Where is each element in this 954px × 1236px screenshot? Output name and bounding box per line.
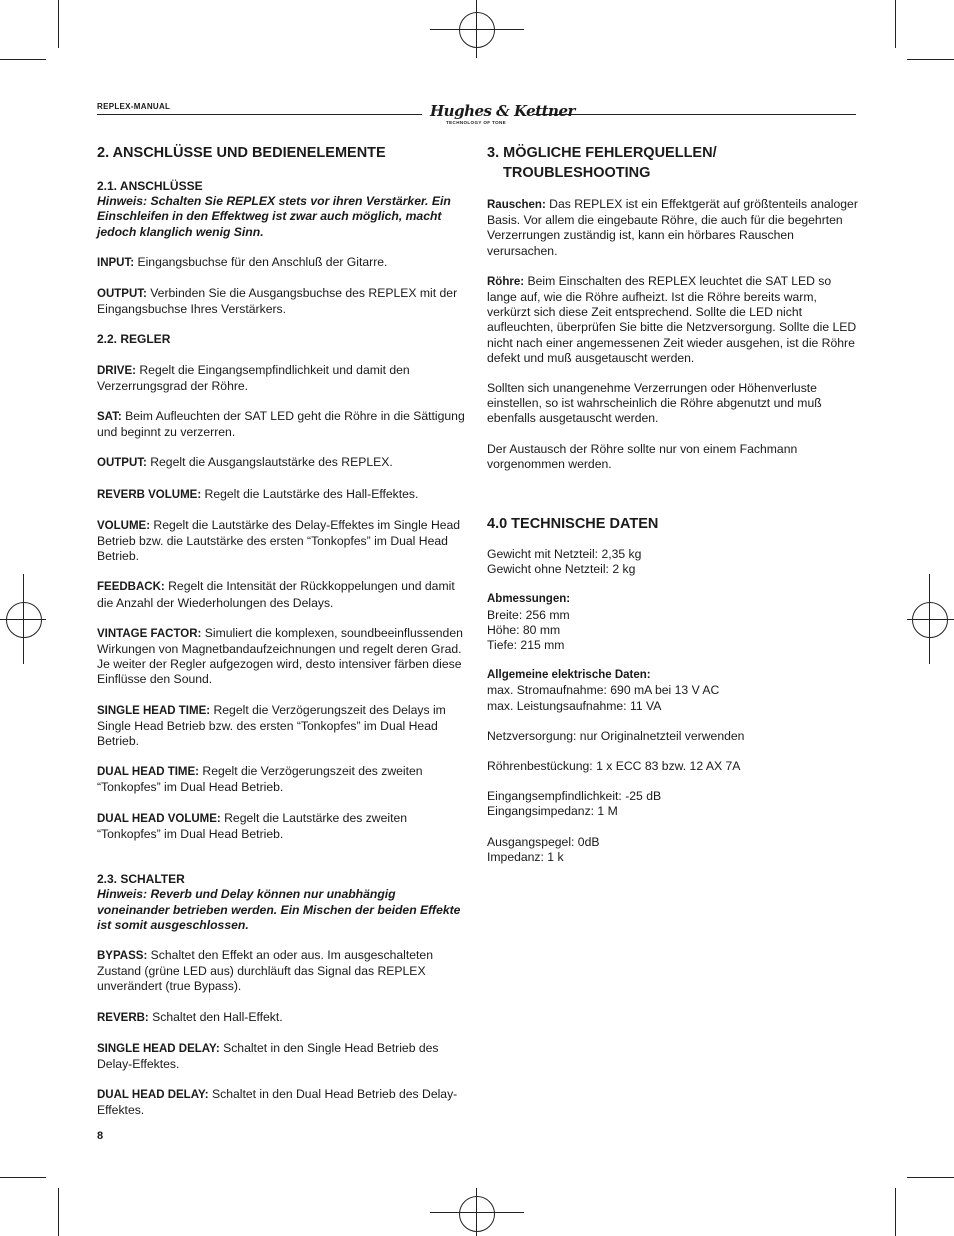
registration-mark-bottom xyxy=(459,1196,495,1232)
crop-mark xyxy=(907,59,954,60)
spec-line: Gewicht ohne Netzteil: 2 kg xyxy=(487,562,636,577)
registration-cross xyxy=(907,619,954,620)
crop-mark xyxy=(58,0,59,48)
header-rule-right xyxy=(532,114,856,115)
paragraph-single-head-delay: SINGLE HEAD DELAY: Schaltet in den Single Head Betrieb des Delay-Effektes. xyxy=(97,1040,439,1071)
spec-heading: Abmessungen: xyxy=(487,593,571,606)
brand-name: Hughes & Kettner xyxy=(430,102,575,120)
paragraph-dual-head-time: DUAL HEAD TIME: Regelt die Verzögerungszeit des zweiten “Tonkopfes” im Dual Head Betrieb. xyxy=(97,764,423,795)
subsection-title: 2.3. SCHALTER xyxy=(97,872,185,887)
paragraph-bypass: BYPASS: Schaltet den Effekt an oder aus. Im ausgeschalteten Zustand (grüne LED aus) durchläuft das Signal das REPLEX unverändert (true Bypass). xyxy=(97,947,433,994)
spec-line: Eingangsempfindlichkeit: -25 dB xyxy=(487,789,662,804)
registration-mark-top xyxy=(459,12,495,48)
brand-logo xyxy=(430,102,575,130)
crop-mark xyxy=(0,1177,46,1178)
section-title: 3. MÖGLICHE FEHLERQUELLEN/ TROUBLESHOOTING xyxy=(487,145,717,181)
paragraph-vintage-factor: VINTAGE FACTOR: Simuliert die komplexen, soundbeeinflussenden Wirkungen von Magnetbandaufzeichnungen und regelt deren Grad. Je weiter der Regler aufgezogen wird, desto intensiver färben diese Einflüsse den Sound. xyxy=(97,625,463,687)
registration-cross xyxy=(430,29,524,30)
note: Hinweis: Reverb und Delay können nur unabhängig voneinander betrieben werden. Ein Mischen der beiden Effekte ist somit ausgeschlossen. xyxy=(97,887,461,932)
subsection-title: 2.1. ANSCHLÜSSE xyxy=(97,179,203,193)
crop-mark xyxy=(58,1188,59,1236)
paragraph-volume: VOLUME: Regelt die Lautstärke des Delay-Effektes im Single Head Betrieb bzw. die Lautstärke des ersten “Tonkopfes” im Dual Head Betrieb. xyxy=(97,517,461,564)
registration-mark-right xyxy=(912,602,948,638)
spec-line: Eingangsimpedanz: 1 M xyxy=(487,804,618,819)
spec-line: max. Leistungsaufnahme: 11 VA xyxy=(487,698,662,713)
spec-line: Breite: 256 mm xyxy=(487,607,570,622)
paragraph-reverb-volume: REVERB VOLUME: Regelt die Lautstärke des Hall-Effektes. xyxy=(97,486,419,501)
registration-mark-left xyxy=(6,602,42,638)
spec-line: Impedanz: 1 k xyxy=(487,849,564,864)
spec-line: Gewicht mit Netzteil: 2,35 kg xyxy=(487,547,642,562)
section-title: 4.0 TECHNISCHE DATEN xyxy=(487,516,659,533)
spec-heading: Allgemeine elektrische Daten: xyxy=(487,669,651,682)
paragraph: Der Austausch der Röhre sollte nur von einem Fachmann vorgenommen werden. xyxy=(487,441,798,471)
spec-line: Ausgangspegel: 0dB xyxy=(487,834,600,849)
registration-cross xyxy=(0,619,46,620)
manual-label: REPLEX-MANUAL xyxy=(97,102,171,111)
left-column xyxy=(97,143,469,1119)
paragraph-feedback: FEEDBACK: Regelt die Intensität der Rückkoppelungen und damit die Anzahl der Wiederholungen des Delays. xyxy=(97,579,455,610)
paragraph-input: INPUT: Eingangsbuchse für den Anschluß der Gitarre. xyxy=(97,254,388,269)
paragraph-output: OUTPUT: Verbinden Sie die Ausgangsbuchse des REPLEX mit der Eingangsbuchse Ihres Verstärkers. xyxy=(97,286,458,317)
crop-mark xyxy=(907,1177,954,1178)
paragraph-rauschen: Rauschen: Das REPLEX ist ein Effektgerät auf größtenteils analoger Basis. Vor allem die eingebaute Röhre, die auch für die begehrten Verzerrungen zuständig ist, kann ein hörbares Rauschen verursachen. xyxy=(487,197,858,258)
paragraph-dual-head-delay: DUAL HEAD DELAY: Schaltet in den Dual Head Betrieb des Delay-Effektes. xyxy=(97,1087,458,1118)
spec-line: Tiefe: 215 mm xyxy=(487,638,565,653)
paragraph-reverb: REVERB: Schaltet den Hall-Effekt. xyxy=(97,1009,283,1024)
crop-mark xyxy=(0,59,46,60)
paragraph-roehre: Röhre: Beim Einschalten des REPLEX leuchtet die SAT LED so lange auf, wie die Röhre aufheizt. Ist die Röhre bereits warm, verkürzt sich diese Zeit entsprechend. Sollte die LED nicht aufleuchten, überprüfen Sie bitte die Netzversorgung. Sollte die LED nicht nach einer angemessenen Zeit wieder ausgehen, ist die Röhre defekt und muß ausgetauscht werden. xyxy=(487,273,857,365)
page-number: 8 xyxy=(97,1130,104,1142)
spec-line: max. Stromaufnahme: 690 mA bei 13 V AC xyxy=(487,683,720,698)
section-title: 2. ANSCHLÜSSE UND BEDIENELEMENTE xyxy=(97,145,386,161)
subsection-title: 2.2. REGLER xyxy=(97,332,171,347)
paragraph-dual-head-volume: DUAL HEAD VOLUME: Regelt die Lautstärke des zweiten “Tonkopfes” im Dual Head Betrieb. xyxy=(97,810,408,841)
paragraph: Sollten sich unangenehme Verzerrungen oder Höhenverluste einstellen, so ist wahrscheinlich die Röhre abgenutzt und muß ebenfalls ausgetauscht werden. xyxy=(487,381,822,426)
spec-line: Netzversorgung: nur Originalnetzteil verwenden xyxy=(487,728,745,743)
spec-line: Röhrenbestückung: 1 x ECC 83 bzw. 12 AX 7A xyxy=(487,759,741,774)
paragraph-output-level: OUTPUT: Regelt die Ausgangslautstärke des REPLEX. xyxy=(97,455,393,470)
right-column xyxy=(487,143,859,865)
header-rule-left xyxy=(97,114,422,115)
paragraph-single-head-time: SINGLE HEAD TIME: Regelt die Verzögerungszeit des Delays im Single Head Betrieb bzw. des ersten “Tonkopfes” im Dual Head Betrieb. xyxy=(97,702,446,749)
brand-tagline: TECHNOLOGY OF TONE xyxy=(446,120,507,125)
paragraph-sat: SAT: Beim Aufleuchten der SAT LED geht die Röhre in die Sättigung und beginnt zu verzerren. xyxy=(97,409,465,440)
crop-mark xyxy=(895,1188,896,1236)
spec-line: Höhe: 80 mm xyxy=(487,622,561,637)
crop-mark xyxy=(895,0,896,48)
paragraph-drive: DRIVE: Regelt die Eingangsempfindlichkeit und damit den Verzerrungsgrad der Röhre. xyxy=(97,362,410,393)
registration-cross xyxy=(430,1212,524,1213)
note: Hinweis: Schalten Sie REPLEX stets vor ihren Verstärker. Ein Einschleifen in den Effektweg ist zwar auch möglich, macht jedoch klanglich wenig Sinn. xyxy=(97,194,451,239)
